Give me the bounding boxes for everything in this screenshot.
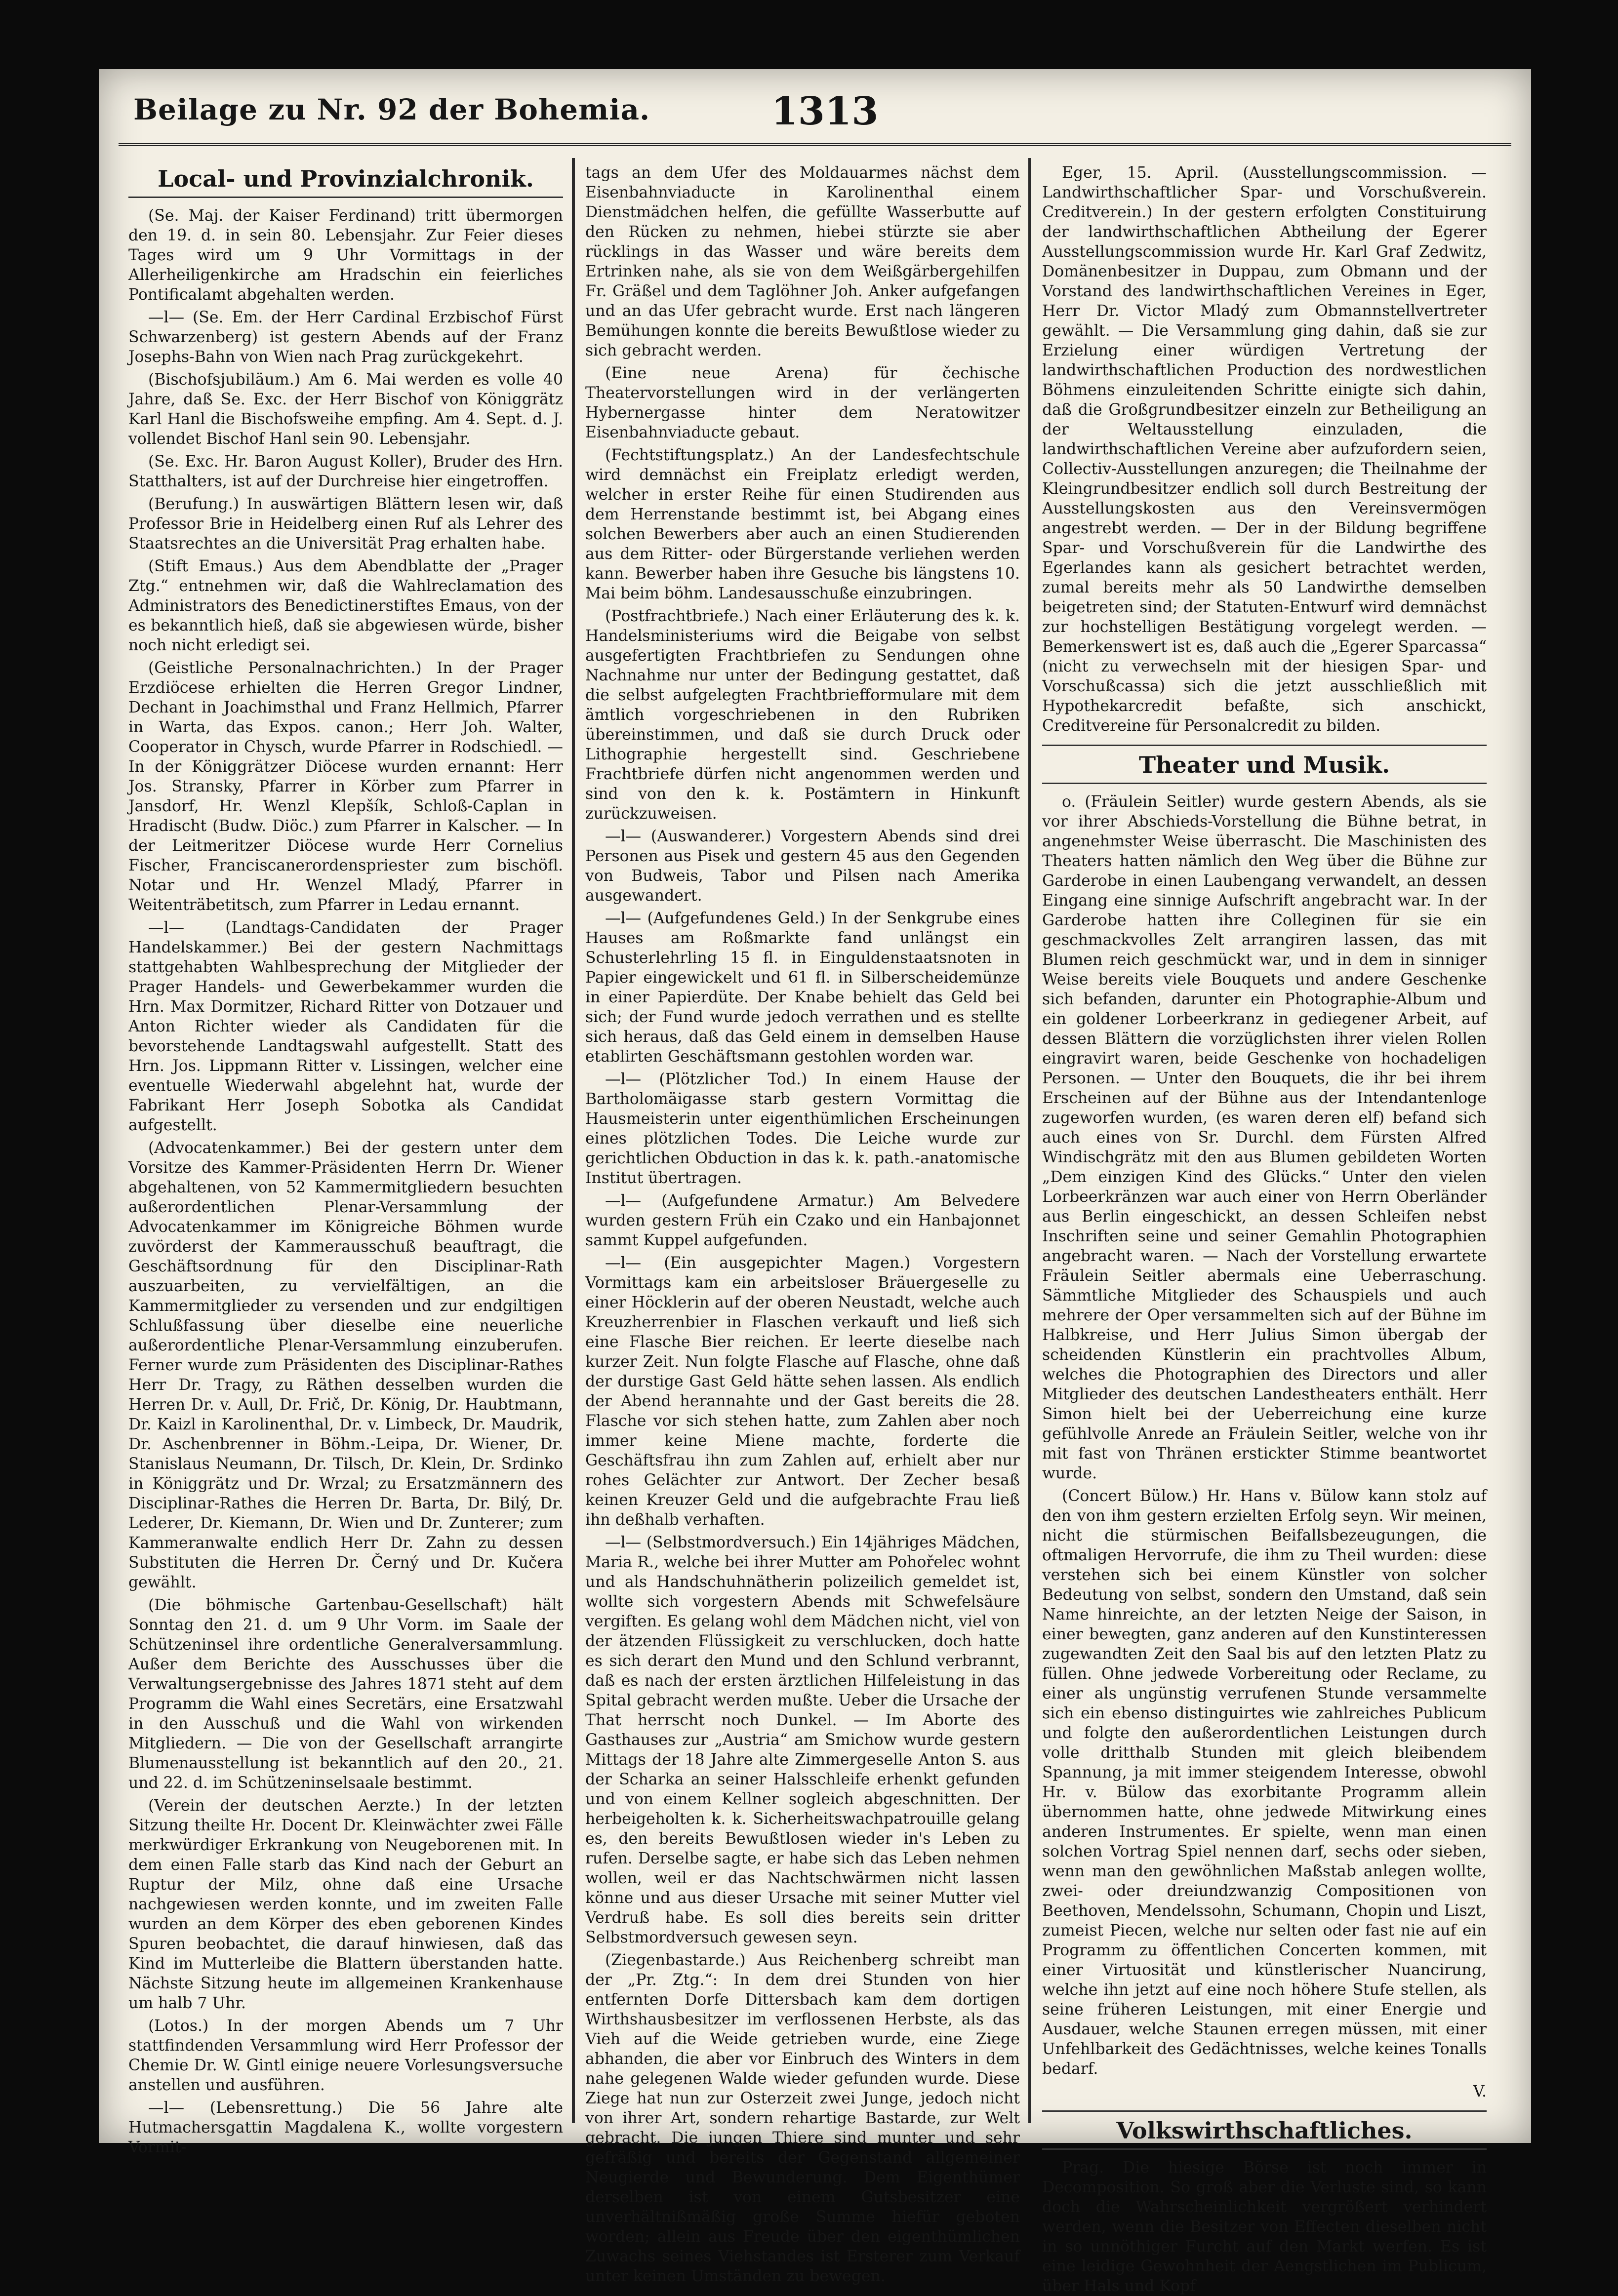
article-paragraph: Eger, 15. April. (Ausstellungscommission. — Landwirthschaftlicher Spar- und Vorschußverein. Creditverein.) In der gestern erfolgten Constituirung der landwirthschaftlichen Abtheilung der Egerer Ausstellungscommission wurde Hr. Karl Graf Zedwitz, Domänenbesitzer in Duppau, zum Obmann und der Vorstand des landwirthschaftlichen Vereines in Eger, Herr Dr. Victor Mladý zum Obmannstellvertreter gewählt. — Die Versammlung ging dahin, daß sie zur Erzielung einer würdigen Vertretung der landwirthschaftlichen Production des nordwestlichen Böhmens einzuleitenden Schritte einigte sich dahin, daß die Großgrundbesitzer einzeln zur Betheiligung an der Weltausstellung einzuladen, die landwirthschaftlichen Vereine aber aufzufordern seien, Collectiv-Ausstellungen anzuregen; die Theilnahme der Kleingrundbesitzer endlich soll durch Bestreitung der Ausstellungskosten aus den Vereinsvermögen angestrebt werden. — Der in der Bildung begriffene Spar- und Vorschußverein für die Landwirthe des Egerlandes kann als gesichert betrachtet werden, zumal bereits mehr als 50 Landwirthe demselben beigetreten sind; der Statuten-Entwurf wird demnächst zur hochstelligen Bestätigung vorgelegt werden. — Bemerkenswert ist es, daß auch die „Egerer Sparcassa“ (nicht zu verwechseln mit der hiesigen Spar- und Vorschußcassa) sich die jetzt ausschließlich mit Hypothekarcredit befaßte, sich anschickt, Creditvereine für Personalcredit zu bilden. (1042, 164, 1487, 735)
article-paragraph: Prag. Die hiesige Börse ist noch immer in Decomposition. So groß aber die Verluste sind, so kann doch die Wahrscheinlichkeit vergrößert verhindert werden, wenn die Besitzer von Effecten dieselben nicht in so unnöthiger Furcht auf den Markt werfen. Es ist eine leidige Gewohnheit der Aengstlichen im Publicum, über Hals und Kopf (1042, 2159, 1487, 2295)
article-paragraph: —l— (Landtags-Candidaten der Prager Handelskammer.) Bei der gestern Nachmittags stattgehabten Wahlbesprechung der Mitglieder der Prager Handels- und Gewerbekammer wurden die Hrn. Max Dormitzer, Richard Ritter von Dotzauer und Anton Richter wieder als Candidaten für die bevorstehende Landtagswahl aufgestellt. Statt des Hrn. Jos. Lippmann Ritter v. Lissingen, welcher eine eventuelle Wiederwahl abgelehnt hat, wurde der Fabrikant Herr Joseph Sobotka als Candidat aufgestellt. (128, 919, 563, 1134)
article-paragraph: —l— (Lebensrettung.) Die 56 Jahre alte Hutmachersgattin Magdalena K., wollte vorgestern Vormit- (128, 2099, 563, 2156)
article-paragraph: —l— (Se. Em. der Herr Cardinal Erzbischof Fürst Schwarzenberg) ist gestern Abends auf der Franz Josephs-Bahn von Wien nach Prag zurückgekehrt. (128, 309, 563, 366)
page-number: 1313 (771, 89, 879, 134)
page-header (119, 89, 1511, 146)
article-paragraph: (Fechtstiftungsplatz.) An der Landesfechtschule wird demnächst ein Freiplatz erledigt werden, welcher in erster Reihe für einen Studirenden aus dem Herrenstande bestimmt ist, bei Abgang eines solchen Bewerbers aber auch an einen Studierenden aus dem Ritter- oder Bürgerstande verliehen werden kann. Bewerber haben ihre Gesuche bis längstens 10. Mai beim böhm. Landesausschuße einzubringen. (585, 446, 1020, 602)
article-paragraph: —l— (Aufgefundenes Geld.) In der Senkgrube eines Hauses am Roßmarkte fand unlängst ein Schusterlehrling 15 fl. in Einguldenstaatsnoten in Papier eingewickelt und 61 fl. in Silberscheidemünze in einer Papierdüte. Der Knabe behielt das Geld bei sich; der Fund wurde jedoch verrathen und es stellte sich heraus, daß das Geld einem in demselben Hause etablirten Geschäftsmann gestohlen worden war. (585, 910, 1020, 1066)
article-paragraph: —l— (Selbstmordversuch.) Ein 14jähriges Mädchen, Maria R., welche bei ihrer Mutter am Pohořelec wohnt und als Handschuhnätherin polizeilich gemeldet ist, wollte sich vorgestern Abends mit Schwefelsäure vergiften. Es gelang wohl dem Mädchen nicht, viel von der ätzenden Flüssigkeit zu verschlucken, doch hatte es sich derart den Mund und den Schlund verbrannt, daß es nach der ersten ärztlichen Hilfeleistung in das Spital gebracht werden mußte. Ueber die Ursache der That herrscht noch Dunkel. — Im Aborte des Gasthauses zur „Austria“ am Smichow wurde gestern Mittags der 18 Jahre alte Zimmergeselle Anton S. aus der Scharka an seiner Halsschleife erhenkt gefunden und von einem Kellner sogleich abgeschnitten. Der herbeigeholten k. k. Sicherheitswachpatrouille gelang es, den bereits Bewußtlosen wieder in's Leben zu rufen. Derselbe sagte, er habe sich das Leben nehmen wollen, weil er das Nachtschwärmen nicht lassen könne und aus dieser Ursache mit seiner Mutter viel Verdruß habe. Es soll dies bereits sein dritter Selbstmordversuch gewesen seyn. (585, 1534, 1020, 1946)
article-paragraph: (Berufung.) In auswärtigen Blättern lesen wir, daß Professor Brie in Heidelberg einen Ruf als Lehrer des Staatsrechtes an die Universität Prag erhalten habe. (128, 495, 563, 553)
article-paragraph: (Concert Bülow.) Hr. Hans v. Bülow kann stolz auf den von ihm gestern erzielten Erfolg seyn. Wir meinen, nicht die stürmischen Beifallsbezeugungen, die oftmaligen Hervorrufe, die ihm zu Theil wurden: diese verstehen sich bei einem Künstler von solcher Bedeutung von selbst, sondern den Umstand, daß sein Name hinreichte, an der letzten Neige der Saison, in einer bewegten, ganz anderen auf den Kunstinteressen zugewandten Zeit den Saal bis auf den letzten Platz zu füllen. Ohne jedwede Vorbereitung oder Reclame, zu einer als ungünstig verrufenen Stunde versammelte sich ein ebenso distinguirtes wie zahlreiches Publicum und folgte den außerordentlichen Leistungen durch volle dritthalb Stunden mit gleich bleibendem Spannung, ja mit immer steigendem Interesse, obwohl Hr. v. Bülow das exorbitante Programm allein übernommen hatte, ohne jedwede Mitwirkung eines anderen Instrumentes. Er spielte, wenn man einen solchen Vortrag Spiel nennen darf, sechs oder sieben, wenn man den gewöhnlichen Maßstab anlegen wollte, zwei- oder dreiundzwanzig Compositionen von Beethoven, Mendelssohn, Schumann, Chopin und Liszt, zumeist Piecen, welche nur selten oder fast nie auf ein Programm zu öffentlichen Concerten kommen, mit einer Virtuosität und künstlerischer Nuancirung, welche ihn jetzt auf eine noch höhere Stufe stellen, als seine früheren Leistungen, mit einer Energie und Ausdauer, welche Staunen erregen müssen, mit einer Unfehlbarkeit des Gedächtnisses, welche keines Tonalls bedarf. (1042, 1487, 1487, 2078)
article-paragraph: (Geistliche Personalnachrichten.) In der Prager Erzdiöcese erhielten die Herren Gregor Lindner, Dechant in Joachimsthal und Franz Hellmich, Pfarrer in Warta, das Expos. canon.; Herr Joh. Walter, Cooperator in Chysch, wurde Pfarrer in Rodschiedl. — In der Königgrätzer Diöcese wurden ernannt: Herr Jos. Stransky, Pfarrer in Körber zum Pfarrer in Jansdorf, Hr. Wenzl Klepšík, Schloß-Caplan in Hradischt (Budw. Diöc.) zum Pfarrer in Kalscher. — In der Leitmeritzer Diöcese wurde Herr Cornelius Fischer, Franciscanerordenspriester zum bischöfl. Notar und Hr. Wenzel Mladý, Pfarrer in Weitenträbetitsch, zum Pfarrer in Ledau ernannt. (128, 659, 563, 914)
article-paragraph: (Postfrachtbriefe.) Nach einer Erläuterung des k. k. Handelsministeriums wird die Beigabe von selbst ausgefertigten Frachtbriefen zu Sendungen ohne Nachnahme nur unter der Bedingung gestattet, daß die selbst aufgelegten Frachtbriefformulare mit dem ämtlich vorgeschriebenen in den Rubriken übereinstimmen, und daß sie durch Druck oder Lithographie hergestellt sind. Geschriebene Frachtbriefe dürfen nicht angenommen werden und sind von den k. k. Postämtern in Hinkunft zurückzuweisen. (585, 607, 1020, 823)
article-paragraph: (Ziegenbastarde.) Aus Reichenberg schreibt man der „Pr. Ztg.“: In dem drei Stunden von hier entfernten Dorfe Dittersbach kam dem dortigen Wirthshausbesitzer im verflossenen Herbste, als das Vieh auf die Weide getrieben wurde, eine Ziege abhanden, die aber vor Einbruch des Winters in dem nahe gelegenen Walde wieder gefunden wurde. Diese Ziege hat nun zur Osterzeit zwei Junge, jedoch nicht von ihrer Art, sondern rehartige Bastarde, zur Welt gebracht. Die jungen Thiere sind munter und sehr gefräßig und bereits der Gegenstand allgemeiner Neugierde und Bewunderung. Dem Eigenthümer derselben ist von einem Gutsbesitzer eine unverhältnißmäßig große Summe hiefür geboten worden; allein aus Freude über den eigenthümlichen Zuwachs seines Viehstandes ist Ersterer zum Verkauf unter keinen Umständen zu bewegen. (585, 1951, 1020, 2285)
article-paragraph: —l— (Auswanderer.) Vorgestern Abends sind drei Personen aus Pisek und gestern 45 aus den Gegenden von Budweis, Tabor und Pilsen nach Amerika ausgewandert. (585, 828, 1020, 905)
column-1 (128, 163, 563, 2156)
section-heading-theatre: Theater und Musik. (1042, 745, 1487, 784)
article-paragraph: (Se. Exc. Hr. Baron August Koller), Bruder des Hrn. Statthalters, ist auf der Durchreise hier eingetroffen. (128, 453, 563, 490)
section-heading-local-chronicle: Local- und Provinzialchronik. (128, 165, 563, 198)
supplement-title: Beilage zu Nr. 92 der Bohemia. (133, 93, 650, 126)
column-rule-2 (1028, 158, 1031, 2123)
article-paragraph: —l— (Aufgefundene Armatur.) Am Belvedere wurden gestern Früh ein Czako und ein Hanbajonnet sammt Kuppel aufgefunden. (585, 1192, 1020, 1249)
column-2 (585, 163, 1020, 2285)
article-paragraph: (Lotos.) In der morgen Abends um 7 Uhr stattfindenden Versammlung wird Herr Professor der Chemie Dr. W. Gintl einige neuere Vorlesungsversuche anstellen und ausführen. (128, 2017, 563, 2094)
section-heading-economy: Volkswirthschaftliches. (1042, 2110, 1487, 2150)
article-paragraph: (Bischofsjubiläum.) Am 6. Mai werden es volle 40 Jahre, daß Se. Exc. der Herr Bischof von Königgrätz Karl Hanl die Bischofsweihe empfing. Am 4. Sept. d. J. vollendet Bischof Hanl sein 90. Lebensjahr. (128, 371, 563, 448)
article-paragraph: (Se. Maj. der Kaiser Ferdinand) tritt übermorgen den 19. d. in sein 80. Lebensjahr. Zur Feier dieses Tages wird um 9 Uhr Vormittags in der Allerheiligenkirche am Hradschin ein feierliches Pontificalamt abgehalten werden. (128, 207, 563, 304)
article-paragraph: (Stift Emaus.) Aus dem Abendblatte der „Prager Ztg.“ entnehmen wir, daß die Wahlreclamation des Administrators des Benedictinerstiftes Emaus, von der es bekanntlich hieß, daß sie abgewiesen würde, bisher noch nicht erledigt sei. (128, 557, 563, 654)
article-paragraph: (Die böhmische Gartenbau-Gesellschaft) hält Sonntag den 21. d. um 9 Uhr Vorm. im Saale der Schützeninsel ihre ordentliche Generalversammlung. Außer dem Berichte des Ausschusses über die Verwaltungsergebnisse des Jahres 1871 steht auf dem Programm die Wahl eines Secretärs, eine Ersatzwahl in den Ausschuß und die Wahl von wirkenden Mitgliedern. — Die von der Gesellschaft arrangirte Blumenausstellung ist bekanntlich auf den 20., 21. und 22. d. im Schützeninselsaale bestimmt. (128, 1596, 563, 1792)
author-signature: V. (1473, 2083, 1487, 2100)
article-paragraph: (Advocatenkammer.) Bei der gestern unter dem Vorsitze des Kammer-Präsidenten Herrn Dr. Wiener abgehaltenen, von 52 Kammermitgliedern besuchten außerordentlichen Plenar-Versammlung der Advocatenkammer im Königreiche Böhmen wurde zuvörderst der Kammerausschuß beauftragt, die Geschäftsordnung für den Disciplinar-Rath auszuarbeiten, zu vervielfältigen, an die Kammermitglieder zu versenden und zur endgiltigen Schlußfassung über dieselbe eine neuerliche außerordentliche Plenar-Versammlung einzuberufen. Ferner wurde zum Präsidenten des Disciplinar-Rathes Herr Dr. Tragy, zu Räthen desselben wurden die Herren Dr. v. Aull, Dr. Frič, Dr. König, Dr. Haubtmann, Dr. Kaizl in Karolinenthal, Dr. v. Limbeck, Dr. Maudrik, Dr. Aschenbrenner in Böhm.-Leipa, Dr. Wiener, Dr. Stanislaus Neumann, Dr. Tilsch, Dr. Klein, Dr. Srdinko in Königgrätz und Dr. Wrzal; zu Ersatzmännern des Disciplinar-Rathes die Herren Dr. Barta, Dr. Bilý, Dr. Lederer, Dr. Kiemann, Dr. Wien und Dr. Zunterer; zum Kammeranwalte endlich Herr Dr. Zahn zu dessen Substituten die Herren Dr. Černý und Dr. Kučera gewählt. (128, 1139, 563, 1591)
column-rule-1 (572, 158, 575, 2123)
article-paragraph: —l— (Ein ausgepichter Magen.) Vorgestern Vormittags kam ein arbeitsloser Bräuergeselle zu einer Höcklerin auf der oberen Neustadt, welche auch Kreuzherrenbier in Flaschen verkauft und ließ sich eine Flasche Bier reichen. Er leerte dieselbe nach kurzer Zeit. Nun folgte Flasche auf Flasche, ohne daß der durstige Gast Geld hätte sehen lassen. Als endlich der Abend herannahte und der Gast bereits die 28. Flasche vor sich stehen hatte, zum Zahlen aber noch immer keine Miene machte, forderte die Geschäftsfrau ihn zum Zahlen auf, erhielt aber nur rohes Gelächter zur Antwort. Der Zecher besaß keinen Kreuzer Geld und die aufgebrachte Frau ließ ihn deßhalb verhaften. (585, 1254, 1020, 1529)
article-paragraph: (Verein der deutschen Aerzte.) In der letzten Sitzung theilte Hr. Docent Dr. Kleinwächter zwei Fälle merkwürdiger Erkrankung von Neugeborenen mit. In dem einen Falle starb das Kind nach der Geburt an Ruptur der Milz, ohne daß eine Ursache nachgewiesen werden konnte, und im zweiten Falle wurden an dem Körper des eben geborenen Kindes Spuren beobachtet, die darauf hinwiesen, daß das Kind im Mutterleibe die Blattern überstanden hatte. Nächste Sitzung heute im allgemeinen Krankenhause um halb 7 Uhr. (128, 1797, 563, 2012)
article-paragraph: (Eine neue Arena) für čechische Theatervorstellungen wird in der verlängerten Hybernergasse hinter dem Neratowitzer Eisenbahnviaducte gebaut. (585, 364, 1020, 441)
newspaper-page (99, 69, 1531, 2295)
article-paragraph: o. (Fräulein Seitler) wurde gestern Abends, als sie vor ihrer Abschieds-Vorstellung die Bühne betrat, in angenehmster Weise überrascht. Die Maschinisten des Theaters hatten nämlich den Weg über die Bühne zur Garderobe in einen Laubengang verwandelt, an dessen Eingang eine sinnige Aufschrift angebracht war. In der Garderobe hatten ihre Colleginen für sie ein geschmackvolles Zelt arrangiren lassen, das mit Blumen reich geschmückt war, und in dem in sinniger Weise bereits viele Bouquets und andere Geschenke sich befanden, darunter ein Photographie-Album und ein goldener Lorbeerkranz in gediegener Arbeit, auf dessen Blättern die vorzüglichsten ihrer vielen Rollen eingravirt waren, beide Geschenke von hochadeligen Personen. — Unter den Bouquets, die ihr bei ihrem Erscheinen auf der Bühne aus der Intendantenloge zugeworfen wurden, (es waren deren elf) befand sich auch eines von Sr. Durchl. dem Fürsten Alfred Windischgrätz mit den aus Blumen gebildeten Worten „Dem einzigen Kind des Glücks.“ Unter den vielen Lorbeerkränzen war auch einer von Herrn Oberländer aus Berlin eingeschickt, an dessen Schleifen nebst Inschriften seine und seiner Gemahlin Photographien angebracht waren. — Nach der Vorstellung erwartete Fräulein Seitler abermals eine Ueberraschung. Sämmtliche Mitglieder des Schauspiels und auch mehrere der Oper versammelten sich auf der Bühne im Halbkreise, und Herr Julius Simon übergab der scheidenden Künstlerin ein prachtvolles Album, welches die Photographien des Directors und aller Mitglieder des deutschen Landestheaters enthält. Herr Simon hielt bei der Ueberreichung eine kurze gefühlvolle Anrede an Fräulein Seitler, welche von ihr mit fast von Thränen erstickter Stimme beantwortet wurde. (1042, 793, 1487, 1482)
column-3 (1042, 163, 1487, 2295)
article-paragraph: —l— (Plötzlicher Tod.) In einem Hause der Bartholomäigasse starb gestern Vormittag die Hausmeisterin unter eigenthümlichen Erscheinungen eines plötzlichen Todes. Die Leiche wurde zur gerichtlichen Obduction in das k. k. path.-anatomische Institut übertragen. (585, 1070, 1020, 1187)
article-paragraph: tags an dem Ufer des Moldauarmes nächst dem Eisenbahnviaducte in Karolinenthal einem Dienstmädchen helfen, die gefüllte Wasserbutte auf den Rücken zu nehmen, hiebei stürzte sie aber rücklings in das Wasser und wäre bereits dem Ertrinken nahe, als sie von dem Weißgärbergehilfen Fr. Gräßel und dem Taglöhner Joh. Anker aufgefangen und an das Ufer gebracht wurde. Erst nach längeren Bemühungen konnte die bereits Bewußtlose wieder zu sich gebracht werden. (585, 164, 1020, 359)
